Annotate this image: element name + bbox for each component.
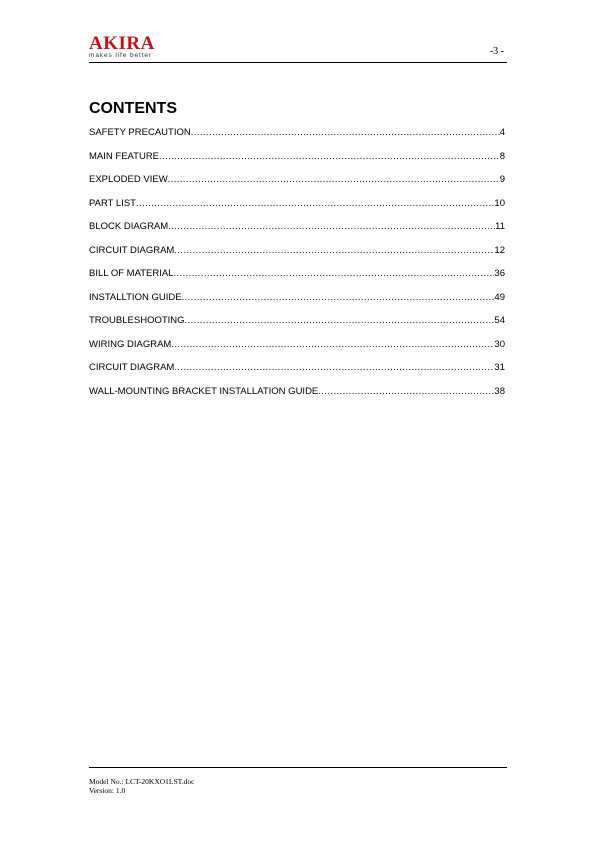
toc-label: WALL-MOUNTING BRACKET INSTALLATION GUIDE <box>89 385 319 397</box>
toc-entry-part-list[interactable] <box>89 197 505 221</box>
toc-entry-installtion-guide[interactable] <box>89 291 505 315</box>
toc-label: CIRCUIT DIAGRAM <box>89 244 175 256</box>
toc-leader <box>168 220 495 234</box>
toc-entry-circuit-diagram-2[interactable] <box>89 361 505 385</box>
toc-page: 30 <box>494 338 505 350</box>
brand-name: AKIRA <box>89 33 155 54</box>
header-divider <box>89 62 507 63</box>
toc-entry-wiring-diagram[interactable] <box>89 338 505 362</box>
toc-label: CIRCUIT DIAGRAM <box>89 362 175 373</box>
toc-page: 38 <box>494 385 505 397</box>
toc-page: 31 <box>494 362 505 373</box>
toc-label: TROUBLESHOOTING <box>89 315 185 326</box>
toc-label: BLOCK DIAGRAM <box>89 221 169 232</box>
toc-leader <box>174 361 494 375</box>
toc-leader <box>174 244 494 258</box>
footer-version: Version: 1.0 <box>89 786 126 795</box>
toc-entry-block-diagram[interactable] <box>89 220 505 244</box>
toc-leader <box>318 385 494 399</box>
toc-leader <box>182 291 495 305</box>
toc-label: WIRING DIAGRAM <box>89 338 172 350</box>
toc-entry-main-feature[interactable] <box>89 150 505 174</box>
brand-tagline: makes life better <box>89 52 152 59</box>
toc-leader <box>168 173 500 187</box>
page-title: CONTENTS <box>89 100 177 117</box>
toc-label: PART LIST <box>89 197 136 209</box>
toc-label: MAIN FEATURE <box>89 150 160 162</box>
toc-label: EXPLODED VIEW <box>89 174 168 185</box>
toc-label: BILL OF MATERIAL <box>89 268 174 279</box>
toc-entry-circuit-diagram[interactable] <box>89 244 505 268</box>
table-of-contents <box>89 126 505 408</box>
toc-entry-safety-precaution[interactable] <box>89 126 505 150</box>
toc-leader <box>171 338 494 352</box>
page-number: -3 - <box>489 46 504 57</box>
toc-page: 36 <box>494 268 505 279</box>
toc-page: 12 <box>494 244 505 256</box>
toc-page: 54 <box>494 315 505 326</box>
toc-page: 49 <box>494 291 505 303</box>
toc-leader <box>136 197 494 211</box>
toc-entry-exploded-view[interactable] <box>89 173 505 197</box>
toc-page: 11 <box>495 221 505 232</box>
toc-page: 10 <box>494 197 505 209</box>
toc-entry-wall-mounting-bracket[interactable] <box>89 385 505 409</box>
toc-entry-bill-of-material[interactable] <box>89 267 505 291</box>
footer-divider <box>89 767 507 768</box>
akira-logo <box>89 34 169 60</box>
toc-page: 9 <box>499 174 505 185</box>
footer-model: Model No.: LCT-20KXO1LST.doc <box>89 777 195 786</box>
toc-entry-troubleshooting[interactable] <box>89 314 505 338</box>
toc-leader <box>173 267 494 281</box>
toc-page: 4 <box>499 127 505 138</box>
footer <box>89 777 194 795</box>
toc-leader <box>159 150 500 164</box>
toc-label: SAFETY PRECAUTION <box>89 127 191 138</box>
toc-leader <box>191 126 500 140</box>
toc-page: 8 <box>499 150 505 162</box>
toc-label: INSTALLTION GUIDE <box>89 291 182 303</box>
toc-leader <box>185 314 495 328</box>
